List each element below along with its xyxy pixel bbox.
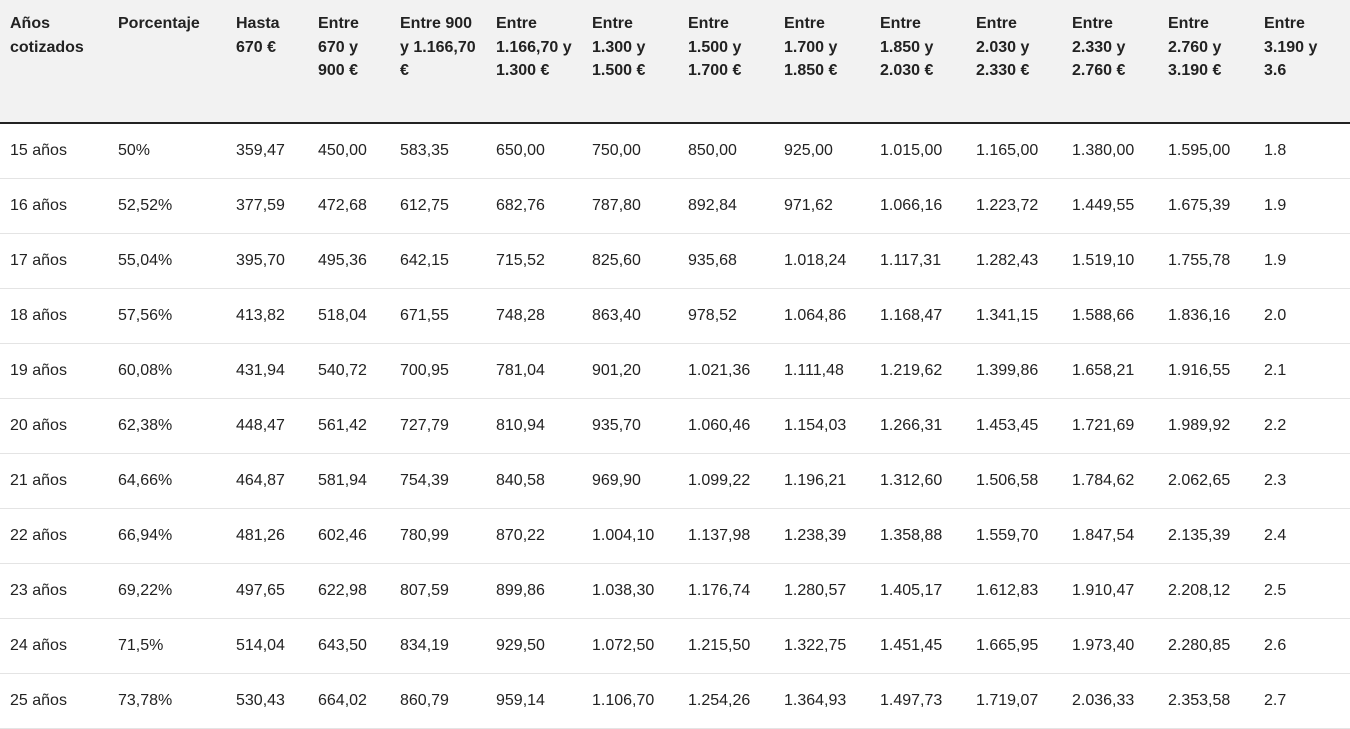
- table-row: [0, 234, 1350, 289]
- cell-amount: 1.176,74: [678, 564, 774, 619]
- cell-amount: 1.254,26: [678, 674, 774, 729]
- cell-amount: 495,36: [308, 234, 390, 289]
- cell-amount: 1.451,45: [870, 619, 966, 674]
- column-header-bracket: Entre 2.330 y 2.760 €: [1062, 0, 1158, 123]
- cell-amount: 899,86: [486, 564, 582, 619]
- cell-amount: 1.658,21: [1062, 344, 1158, 399]
- cell-amount: 892,84: [678, 179, 774, 234]
- cell-amount: 431,94: [226, 344, 308, 399]
- cell-percentage: 73,78%: [108, 674, 226, 729]
- cell-years: 15 años: [0, 123, 108, 179]
- cell-amount: 1.312,60: [870, 454, 966, 509]
- cell-amount: 583,35: [390, 123, 486, 179]
- cell-amount: 1.066,16: [870, 179, 966, 234]
- cell-amount: 622,98: [308, 564, 390, 619]
- cell-amount: 810,94: [486, 399, 582, 454]
- cell-amount: 1.106,70: [582, 674, 678, 729]
- cell-amount: 959,14: [486, 674, 582, 729]
- cell-years: 24 años: [0, 619, 108, 674]
- cell-amount: 2.4: [1254, 509, 1350, 564]
- cell-amount: 978,52: [678, 289, 774, 344]
- cell-amount: 1.497,73: [870, 674, 966, 729]
- cell-amount: 840,58: [486, 454, 582, 509]
- cell-amount: 870,22: [486, 509, 582, 564]
- table-row: [0, 344, 1350, 399]
- cell-amount: 359,47: [226, 123, 308, 179]
- cell-amount: 2.353,58: [1158, 674, 1254, 729]
- cell-amount: 748,28: [486, 289, 582, 344]
- cell-years: 19 años: [0, 344, 108, 399]
- table-row: [0, 289, 1350, 344]
- cell-amount: 2.0: [1254, 289, 1350, 344]
- cell-amount: 377,59: [226, 179, 308, 234]
- column-header-bracket: Entre 2.760 y 3.190 €: [1158, 0, 1254, 123]
- cell-amount: 1.072,50: [582, 619, 678, 674]
- cell-years: 21 años: [0, 454, 108, 509]
- cell-amount: 850,00: [678, 123, 774, 179]
- cell-amount: 1.665,95: [966, 619, 1062, 674]
- cell-amount: 1.099,22: [678, 454, 774, 509]
- cell-years: 22 años: [0, 509, 108, 564]
- cell-amount: 1.341,15: [966, 289, 1062, 344]
- cell-amount: 750,00: [582, 123, 678, 179]
- cell-amount: 2.5: [1254, 564, 1350, 619]
- cell-amount: 1.021,36: [678, 344, 774, 399]
- cell-amount: 1.916,55: [1158, 344, 1254, 399]
- header-row: [0, 0, 1350, 123]
- table-header: [0, 0, 1350, 123]
- cell-amount: 860,79: [390, 674, 486, 729]
- cell-amount: 1.154,03: [774, 399, 870, 454]
- column-header-bracket: Entre 1.166,70 y 1.300 €: [486, 0, 582, 123]
- cell-amount: 1.399,86: [966, 344, 1062, 399]
- cell-amount: 1.973,40: [1062, 619, 1158, 674]
- cell-amount: 780,99: [390, 509, 486, 564]
- cell-amount: 2.135,39: [1158, 509, 1254, 564]
- table-row: [0, 399, 1350, 454]
- cell-amount: 2.6: [1254, 619, 1350, 674]
- cell-amount: 1.910,47: [1062, 564, 1158, 619]
- cell-amount: 530,43: [226, 674, 308, 729]
- cell-amount: 1.405,17: [870, 564, 966, 619]
- cell-amount: 2.3: [1254, 454, 1350, 509]
- cell-amount: 1.004,10: [582, 509, 678, 564]
- cell-amount: 781,04: [486, 344, 582, 399]
- cell-amount: 1.266,31: [870, 399, 966, 454]
- cell-percentage: 55,04%: [108, 234, 226, 289]
- cell-amount: 413,82: [226, 289, 308, 344]
- table-row: [0, 619, 1350, 674]
- cell-amount: 715,52: [486, 234, 582, 289]
- column-header-years: Años cotizados: [0, 0, 108, 123]
- cell-amount: 581,94: [308, 454, 390, 509]
- cell-amount: 682,76: [486, 179, 582, 234]
- cell-amount: 1.721,69: [1062, 399, 1158, 454]
- cell-amount: 450,00: [308, 123, 390, 179]
- column-header-bracket: Entre 670 y 900 €: [308, 0, 390, 123]
- cell-amount: 2.280,85: [1158, 619, 1254, 674]
- cell-amount: 642,15: [390, 234, 486, 289]
- table-body: [0, 123, 1350, 729]
- cell-amount: 787,80: [582, 179, 678, 234]
- cell-years: 18 años: [0, 289, 108, 344]
- cell-amount: 497,65: [226, 564, 308, 619]
- cell-amount: 863,40: [582, 289, 678, 344]
- cell-amount: 1.168,47: [870, 289, 966, 344]
- cell-years: 16 años: [0, 179, 108, 234]
- table-row: [0, 509, 1350, 564]
- table-row: [0, 564, 1350, 619]
- table-row: [0, 179, 1350, 234]
- cell-percentage: 52,52%: [108, 179, 226, 234]
- column-header-percentage: Porcentaje: [108, 0, 226, 123]
- cell-amount: 1.380,00: [1062, 123, 1158, 179]
- cell-amount: 971,62: [774, 179, 870, 234]
- cell-amount: 448,47: [226, 399, 308, 454]
- cell-percentage: 71,5%: [108, 619, 226, 674]
- column-header-bracket: Entre 3.190 y 3.6: [1254, 0, 1350, 123]
- cell-amount: 1.836,16: [1158, 289, 1254, 344]
- cell-amount: 935,70: [582, 399, 678, 454]
- cell-amount: 1.449,55: [1062, 179, 1158, 234]
- cell-amount: 925,00: [774, 123, 870, 179]
- cell-amount: 1.280,57: [774, 564, 870, 619]
- cell-amount: 671,55: [390, 289, 486, 344]
- cell-amount: 901,20: [582, 344, 678, 399]
- cell-years: 23 años: [0, 564, 108, 619]
- column-header-bracket: Entre 2.030 y 2.330 €: [966, 0, 1062, 123]
- cell-amount: 540,72: [308, 344, 390, 399]
- cell-amount: 1.238,39: [774, 509, 870, 564]
- cell-amount: 825,60: [582, 234, 678, 289]
- cell-percentage: 66,94%: [108, 509, 226, 564]
- cell-amount: 1.358,88: [870, 509, 966, 564]
- column-header-bracket: Entre 1.300 y 1.500 €: [582, 0, 678, 123]
- cell-amount: 1.165,00: [966, 123, 1062, 179]
- cell-amount: 1.595,00: [1158, 123, 1254, 179]
- cell-amount: 1.453,45: [966, 399, 1062, 454]
- cell-amount: 1.137,98: [678, 509, 774, 564]
- cell-amount: 395,70: [226, 234, 308, 289]
- cell-amount: 1.9: [1254, 234, 1350, 289]
- column-header-bracket: Entre 900 y 1.166,70 €: [390, 0, 486, 123]
- cell-amount: 1.060,46: [678, 399, 774, 454]
- cell-years: 20 años: [0, 399, 108, 454]
- cell-amount: 650,00: [486, 123, 582, 179]
- cell-amount: 2.2: [1254, 399, 1350, 454]
- cell-amount: 514,04: [226, 619, 308, 674]
- cell-amount: 612,75: [390, 179, 486, 234]
- cell-amount: 1.9: [1254, 179, 1350, 234]
- cell-amount: 1.219,62: [870, 344, 966, 399]
- cell-amount: 481,26: [226, 509, 308, 564]
- cell-amount: 518,04: [308, 289, 390, 344]
- cell-amount: 1.038,30: [582, 564, 678, 619]
- column-header-bracket: Hasta 670 €: [226, 0, 308, 123]
- cell-amount: 643,50: [308, 619, 390, 674]
- cell-amount: 1.282,43: [966, 234, 1062, 289]
- cell-amount: 1.364,93: [774, 674, 870, 729]
- cell-amount: 935,68: [678, 234, 774, 289]
- cell-amount: 2.7: [1254, 674, 1350, 729]
- cell-amount: 2.062,65: [1158, 454, 1254, 509]
- cell-amount: 1.989,92: [1158, 399, 1254, 454]
- cell-amount: 561,42: [308, 399, 390, 454]
- cell-amount: 1.588,66: [1062, 289, 1158, 344]
- cell-amount: 1.519,10: [1062, 234, 1158, 289]
- cell-percentage: 50%: [108, 123, 226, 179]
- cell-amount: 929,50: [486, 619, 582, 674]
- cell-amount: 602,46: [308, 509, 390, 564]
- cell-years: 25 años: [0, 674, 108, 729]
- cell-amount: 1.018,24: [774, 234, 870, 289]
- cell-amount: 754,39: [390, 454, 486, 509]
- cell-years: 17 años: [0, 234, 108, 289]
- cell-amount: 1.675,39: [1158, 179, 1254, 234]
- cell-amount: 2.036,33: [1062, 674, 1158, 729]
- cell-amount: 1.8: [1254, 123, 1350, 179]
- table-row: [0, 674, 1350, 729]
- cell-amount: 1.559,70: [966, 509, 1062, 564]
- cell-amount: 1.111,48: [774, 344, 870, 399]
- table-row: [0, 454, 1350, 509]
- cell-amount: 2.208,12: [1158, 564, 1254, 619]
- cell-amount: 834,19: [390, 619, 486, 674]
- cell-percentage: 62,38%: [108, 399, 226, 454]
- cell-amount: 807,59: [390, 564, 486, 619]
- cell-amount: 664,02: [308, 674, 390, 729]
- cell-amount: 464,87: [226, 454, 308, 509]
- cell-amount: 1.223,72: [966, 179, 1062, 234]
- cell-amount: 1.215,50: [678, 619, 774, 674]
- column-header-bracket: Entre 1.500 y 1.700 €: [678, 0, 774, 123]
- cell-amount: 1.196,21: [774, 454, 870, 509]
- cell-percentage: 69,22%: [108, 564, 226, 619]
- column-header-bracket: Entre 1.700 y 1.850 €: [774, 0, 870, 123]
- cell-amount: 727,79: [390, 399, 486, 454]
- cell-percentage: 60,08%: [108, 344, 226, 399]
- cell-amount: 1.784,62: [1062, 454, 1158, 509]
- cell-amount: 1.506,58: [966, 454, 1062, 509]
- cell-amount: 1.015,00: [870, 123, 966, 179]
- cell-amount: 1.064,86: [774, 289, 870, 344]
- cell-amount: 1.117,31: [870, 234, 966, 289]
- cell-amount: 1.847,54: [1062, 509, 1158, 564]
- cell-amount: 700,95: [390, 344, 486, 399]
- column-header-bracket: Entre 1.850 y 2.030 €: [870, 0, 966, 123]
- cell-percentage: 64,66%: [108, 454, 226, 509]
- cell-amount: 1.612,83: [966, 564, 1062, 619]
- cell-amount: 2.1: [1254, 344, 1350, 399]
- cell-amount: 969,90: [582, 454, 678, 509]
- cell-amount: 472,68: [308, 179, 390, 234]
- cell-percentage: 57,56%: [108, 289, 226, 344]
- cell-amount: 1.719,07: [966, 674, 1062, 729]
- cell-amount: 1.755,78: [1158, 234, 1254, 289]
- cell-amount: 1.322,75: [774, 619, 870, 674]
- table-row: [0, 123, 1350, 179]
